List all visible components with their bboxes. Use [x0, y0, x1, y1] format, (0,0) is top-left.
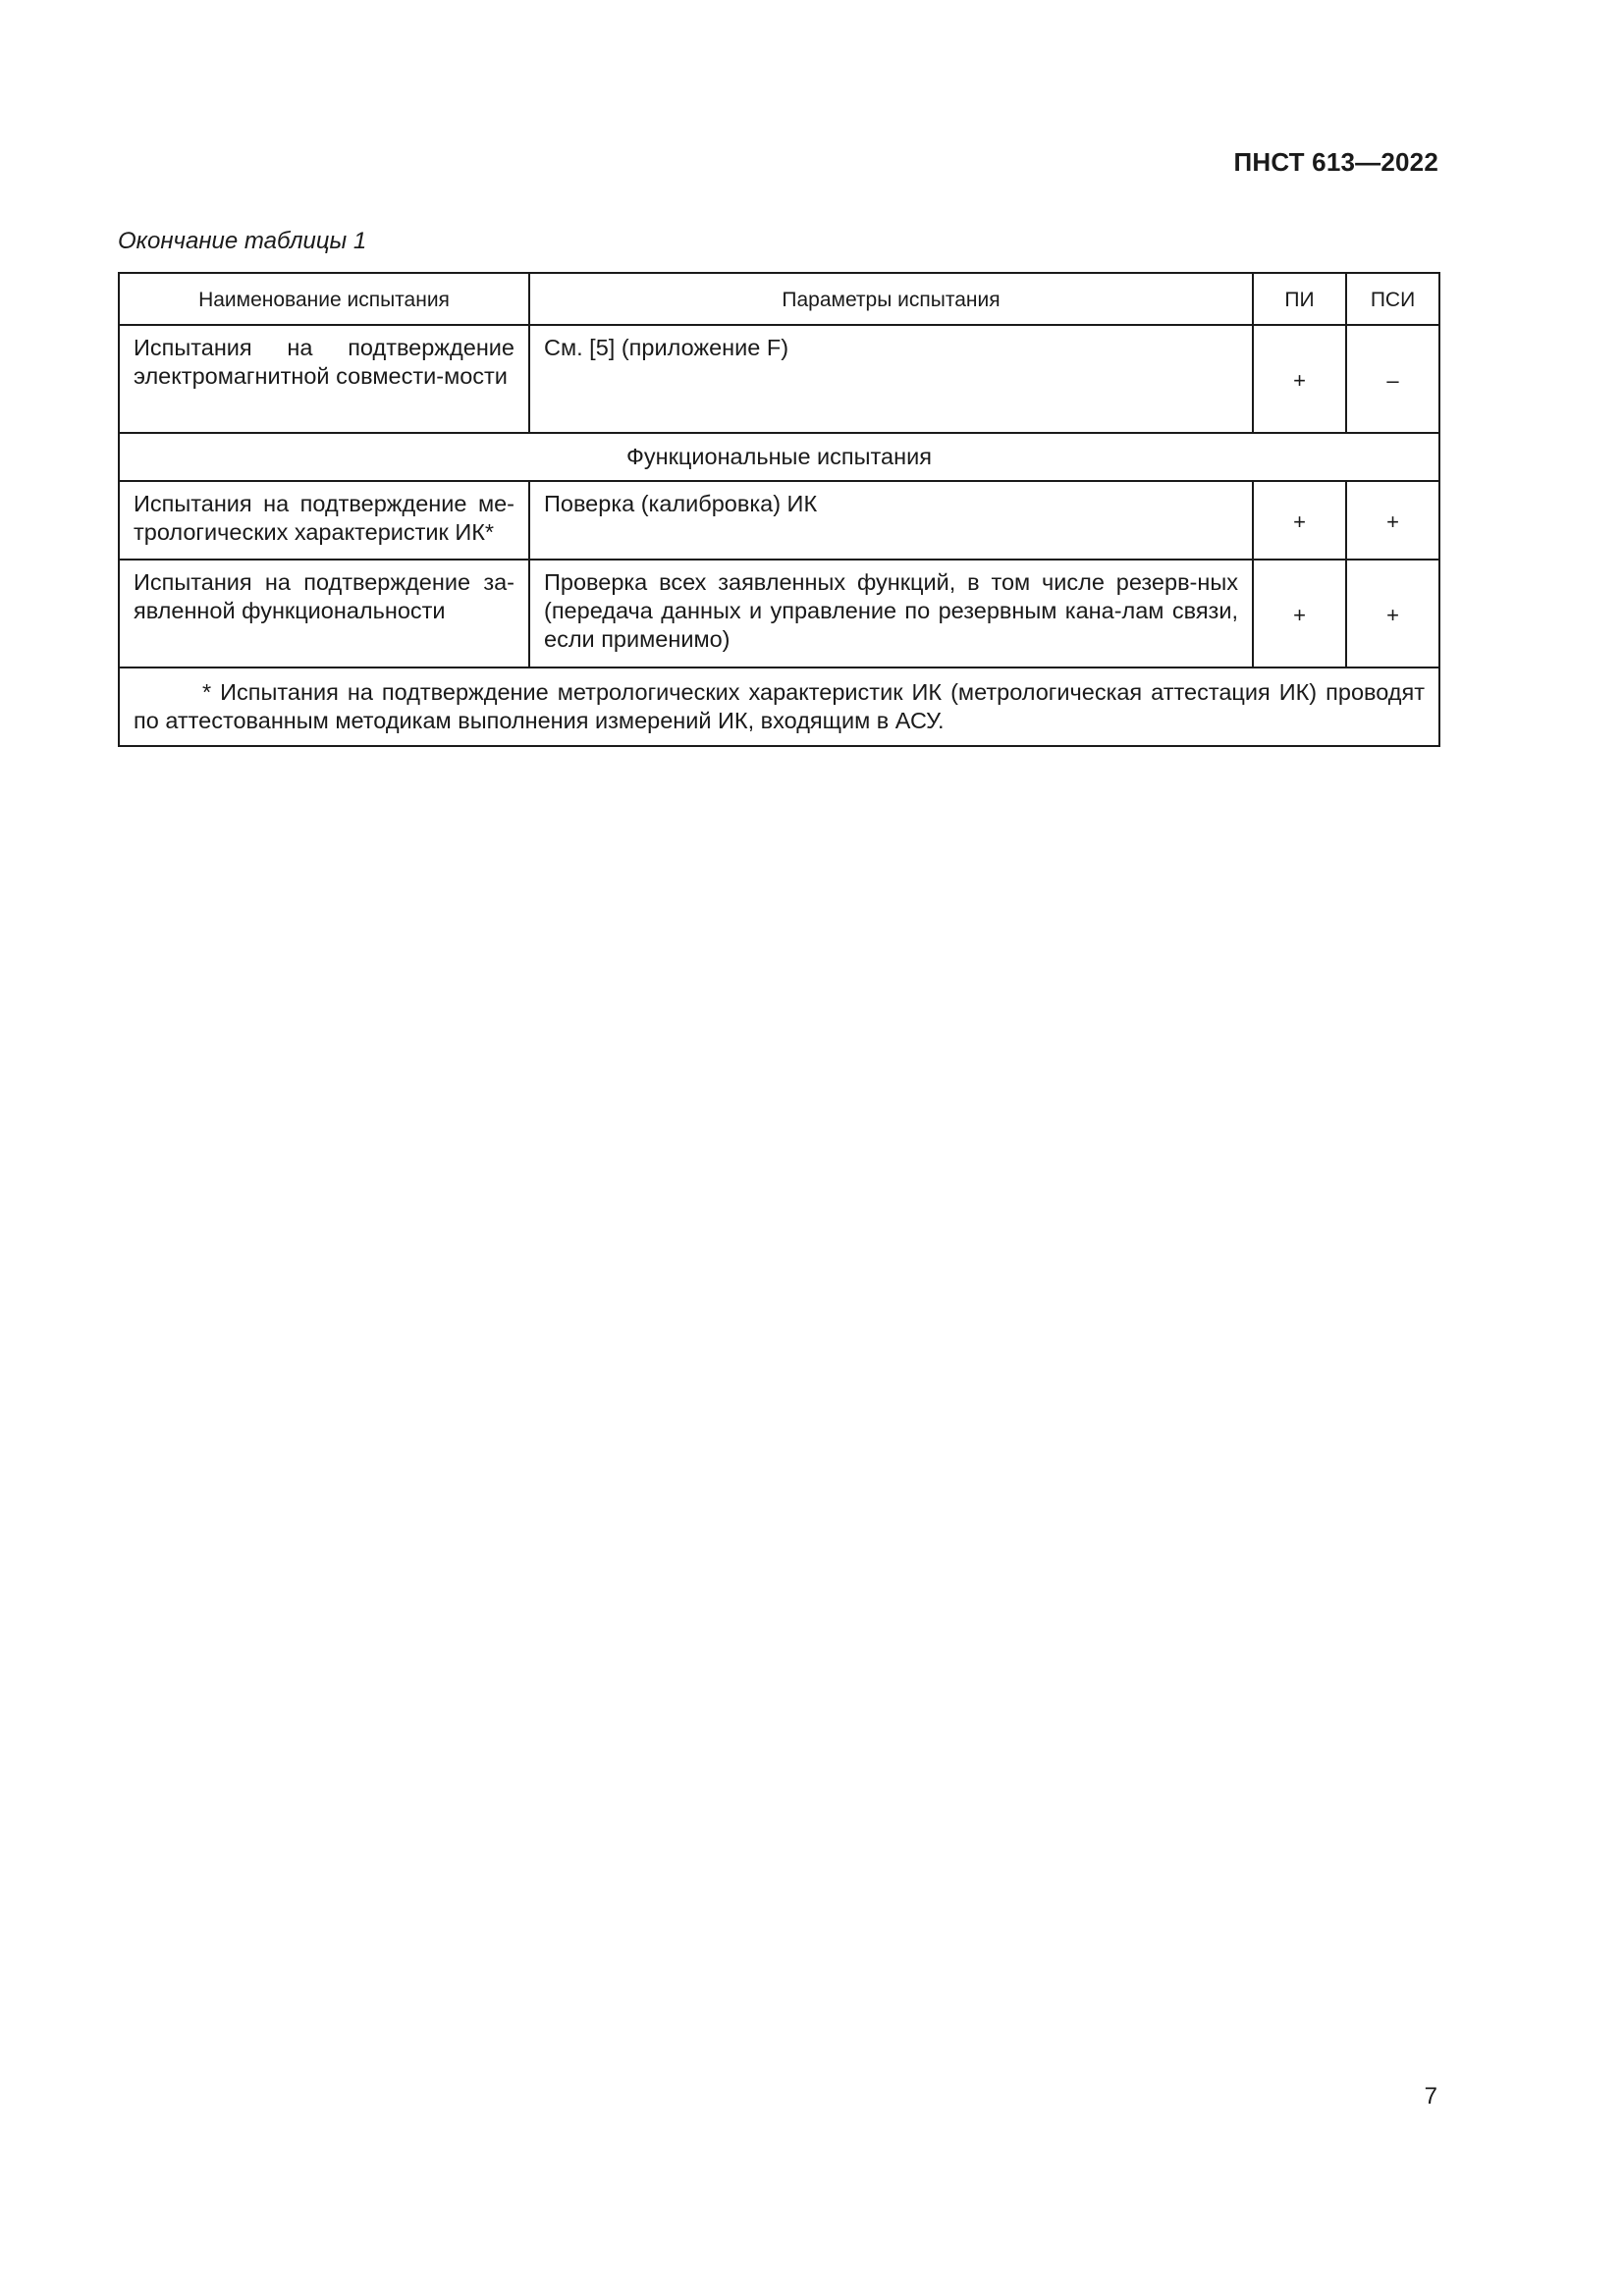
column-header-name: Наименование испытания [119, 273, 529, 325]
psi-mark-cell: – [1346, 325, 1439, 433]
tests-table [118, 272, 1438, 747]
column-header-params: Параметры испытания [529, 273, 1253, 325]
pi-mark-cell: + [1253, 481, 1346, 560]
page-number: 7 [1424, 2083, 1437, 2109]
test-params-cell: Проверка всех заявленных функций, в том числе резерв-ных (передача данных и управление по резервным кана-лам связи, если применимо) [529, 560, 1253, 667]
column-header-pi: ПИ [1253, 273, 1346, 325]
section-row [119, 433, 1439, 481]
table-footnote [119, 667, 1439, 746]
psi-mark-cell: + [1346, 481, 1439, 560]
document-code: ПНСТ 613—2022 [1233, 147, 1438, 177]
test-name-cell: Испытания на подтверждение ме-трологических характеристик ИК* [119, 481, 529, 560]
pi-mark-cell: + [1253, 560, 1346, 667]
table-row [119, 325, 1439, 433]
test-params-cell: Поверка (калибровка) ИК [529, 481, 1253, 560]
table-row [119, 481, 1439, 560]
footnote-text: * Испытания на подтверждение метрологических характеристик ИК (метрологическая аттестация ИК) проводят по аттестованным методикам выполнения измерений ИК, входящим в АСУ. [134, 679, 1425, 733]
table-row [119, 560, 1439, 667]
footnote-row [119, 667, 1439, 746]
table-header-row [119, 273, 1439, 325]
test-params-cell: См. [5] (приложение F) [529, 325, 1253, 433]
column-header-psi: ПСИ [1346, 273, 1439, 325]
psi-mark-cell: + [1346, 560, 1439, 667]
pi-mark-cell: + [1253, 325, 1346, 433]
test-name-cell: Испытания на подтверждение за-явленной функциональности [119, 560, 529, 667]
table-caption: Окончание таблицы 1 [118, 228, 367, 254]
section-title: Функциональные испытания [119, 433, 1439, 481]
test-name-cell: Испытания на подтверждение электромагнитной совмести-мости [119, 325, 529, 433]
